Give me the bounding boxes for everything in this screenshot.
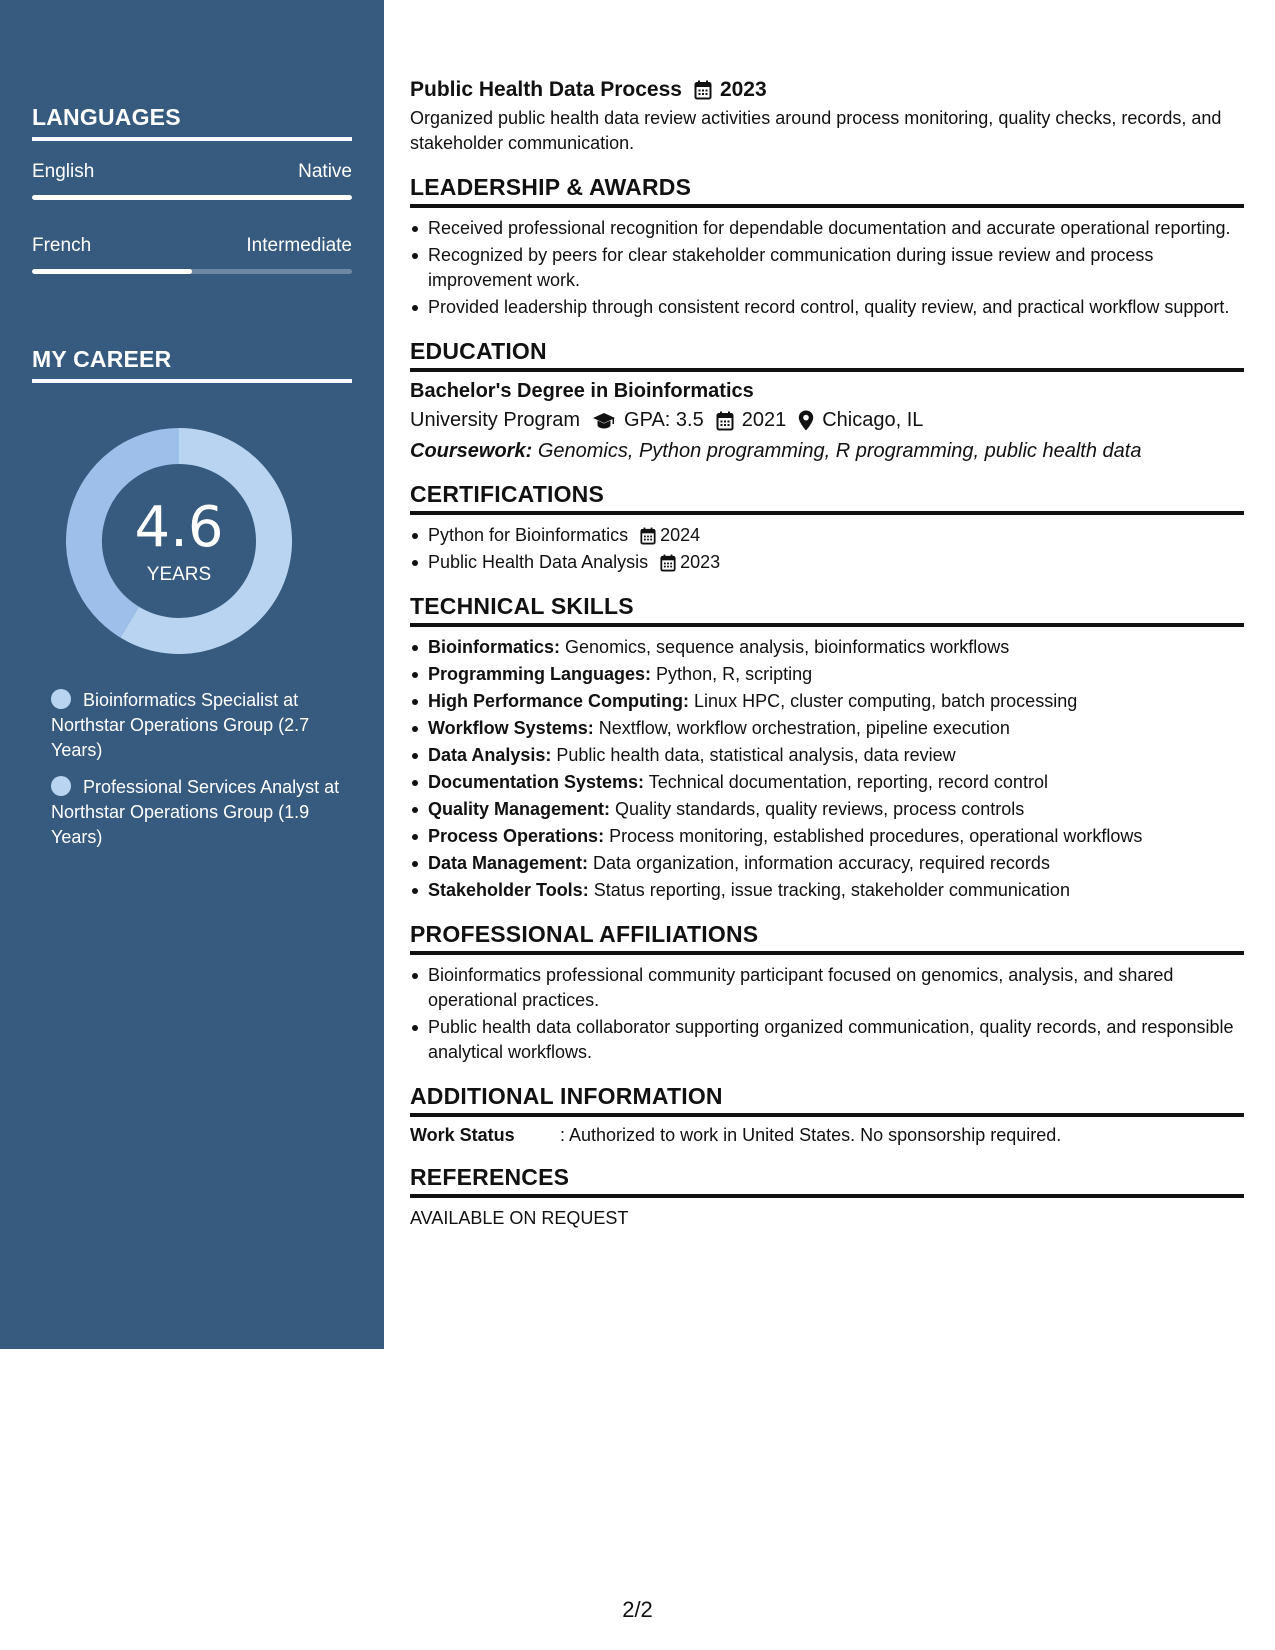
list-item: Public health data collaborator supporting organized communication, quality records, and responsible analytical workflows. [410, 1015, 1244, 1065]
skill-item [410, 716, 1244, 741]
skill-text: Status reporting, issue tracking, stakeholder communication [593, 880, 1070, 900]
certification-year: 2024 [660, 525, 701, 545]
skill-text: Nextflow, workflow orchestration, pipeline execution [598, 718, 1010, 738]
skill-text: Public health data, statistical analysis, data review [556, 745, 956, 765]
skills-list [410, 635, 1244, 903]
skill-text: Data organization, information accuracy, required records [593, 853, 1050, 873]
career-total-unit: YEARS [146, 564, 212, 585]
career-section [32, 346, 352, 383]
career-heading: MY CAREER [32, 346, 352, 383]
education-coursework [410, 440, 1244, 463]
career-legend-dot [51, 776, 71, 796]
skill-item [410, 878, 1244, 903]
skill-label: Documentation Systems: [428, 772, 645, 792]
languages-heading: LANGUAGES [32, 104, 352, 141]
calendar-icon [694, 80, 712, 100]
affiliations-list [410, 963, 1244, 1065]
skill-label: High Performance Computing: [428, 691, 690, 711]
certifications-list [410, 523, 1244, 575]
calendar-icon [716, 411, 734, 431]
skill-text: Technical documentation, reporting, record control [648, 772, 1048, 792]
skill-text: Linux HPC, cluster computing, batch processing [694, 691, 1078, 711]
certification-year: 2023 [680, 552, 721, 572]
education-meta [410, 409, 1244, 432]
calendar-icon [640, 527, 656, 545]
career-donut-center [66, 428, 292, 654]
education-degree: Bachelor's Degree in Bioinformatics [410, 380, 754, 402]
skill-item [410, 662, 1244, 687]
map-pin-icon [798, 410, 814, 431]
certifications-heading: CERTIFICATIONS [410, 481, 1244, 515]
skill-item [410, 824, 1244, 849]
sidebar [0, 0, 384, 1349]
education-entry [410, 380, 1244, 463]
skill-label: Data Management: [428, 853, 589, 873]
language-proficiency-bar [32, 269, 352, 274]
skill-item [410, 743, 1244, 768]
career-item-text: Professional Services Analyst at Northstar Operations Group (1.9 Years) [51, 777, 340, 847]
career-total-years: 4.6 [134, 495, 224, 560]
affiliations-heading: PROFESSIONAL AFFILIATIONS [410, 921, 1244, 955]
language-proficiency-bar [32, 195, 352, 200]
list-item: Received professional recognition for dependable documentation and accurate operational reporting. [410, 216, 1244, 241]
career-item [51, 775, 341, 850]
education-heading: EDUCATION [410, 338, 1244, 372]
leadership-list [410, 216, 1244, 320]
references-text: AVAILABLE ON REQUEST [410, 1208, 629, 1228]
career-item [51, 688, 341, 763]
list-item: Provided leadership through consistent record control, quality review, and practical workflow support. [410, 295, 1244, 320]
language-proficiency-fill [32, 269, 192, 274]
education-school: University Program [410, 409, 581, 431]
language-name: English [32, 161, 95, 182]
skill-label: Bioinformatics: [428, 637, 561, 657]
project-title: Public Health Data Process [410, 78, 682, 101]
education-location: Chicago, IL [822, 409, 924, 431]
skill-item [410, 797, 1244, 822]
language-item-french [32, 235, 352, 274]
work-status-value: : Authorized to work in United States. No sponsorship required. [560, 1125, 1062, 1145]
skill-label: Process Operations: [428, 826, 605, 846]
languages-section [32, 104, 352, 274]
skill-item [410, 689, 1244, 714]
skill-item [410, 851, 1244, 876]
skill-item [410, 770, 1244, 795]
skills-heading: TECHNICAL SKILLS [410, 593, 1244, 627]
education-gpa: GPA: 3.5 [624, 409, 704, 431]
skill-text: Genomics, sequence analysis, bioinformatics workflows [565, 637, 1010, 657]
list-item: Recognized by peers for clear stakeholder communication during issue review and process improvement work. [410, 243, 1244, 293]
page-number: 2/2 [622, 1597, 653, 1622]
references-heading: REFERENCES [410, 1164, 1244, 1198]
skill-item [410, 635, 1244, 660]
language-item-english [32, 161, 352, 200]
skill-text: Python, R, scripting [656, 664, 813, 684]
skill-label: Data Analysis: [428, 745, 552, 765]
skill-label: Programming Languages: [428, 664, 652, 684]
skill-text: Quality standards, quality reviews, process controls [615, 799, 1025, 819]
list-item [410, 550, 1244, 575]
language-name: French [32, 235, 92, 256]
skill-label: Stakeholder Tools: [428, 880, 589, 900]
main-column [410, 78, 1244, 1231]
calendar-icon [660, 554, 676, 572]
certification-name: Python for Bioinformatics [428, 525, 629, 545]
project-year: 2023 [719, 78, 767, 101]
career-legend-dot [51, 689, 71, 709]
education-year: 2021 [741, 409, 787, 431]
skill-label: Workflow Systems: [428, 718, 594, 738]
career-donut-chart [66, 428, 292, 654]
coursework-text: Genomics, Python programming, R programming, public health data [537, 440, 1142, 462]
certification-name: Public Health Data Analysis [428, 552, 649, 572]
list-item: Bioinformatics professional community participant focused on genomics, analysis, and shared operational practices. [410, 963, 1244, 1013]
language-proficiency-fill [32, 195, 352, 200]
project-entry [410, 78, 1244, 156]
leadership-heading: LEADERSHIP & AWARDS [410, 174, 1244, 208]
career-list [51, 688, 341, 862]
graduation-cap-icon [592, 412, 616, 430]
skill-label: Quality Management: [428, 799, 611, 819]
additional-info-heading: ADDITIONAL INFORMATION [410, 1083, 1244, 1117]
coursework-label: Coursework: [410, 440, 533, 462]
project-description: Organized public health data review activities around process monitoring, quality checks, records, and stakeholder communication. [410, 108, 1222, 153]
career-item-text: Bioinformatics Specialist at Northstar Operations Group (2.7 Years) [51, 690, 310, 760]
work-status-label: Work Status [410, 1125, 515, 1145]
language-level: Native [298, 161, 352, 182]
work-status-row [410, 1125, 1244, 1146]
skill-text: Process monitoring, established procedures, operational workflows [609, 826, 1143, 846]
language-level: Intermediate [246, 235, 352, 256]
list-item [410, 523, 1244, 548]
project-title-row [410, 78, 1244, 102]
